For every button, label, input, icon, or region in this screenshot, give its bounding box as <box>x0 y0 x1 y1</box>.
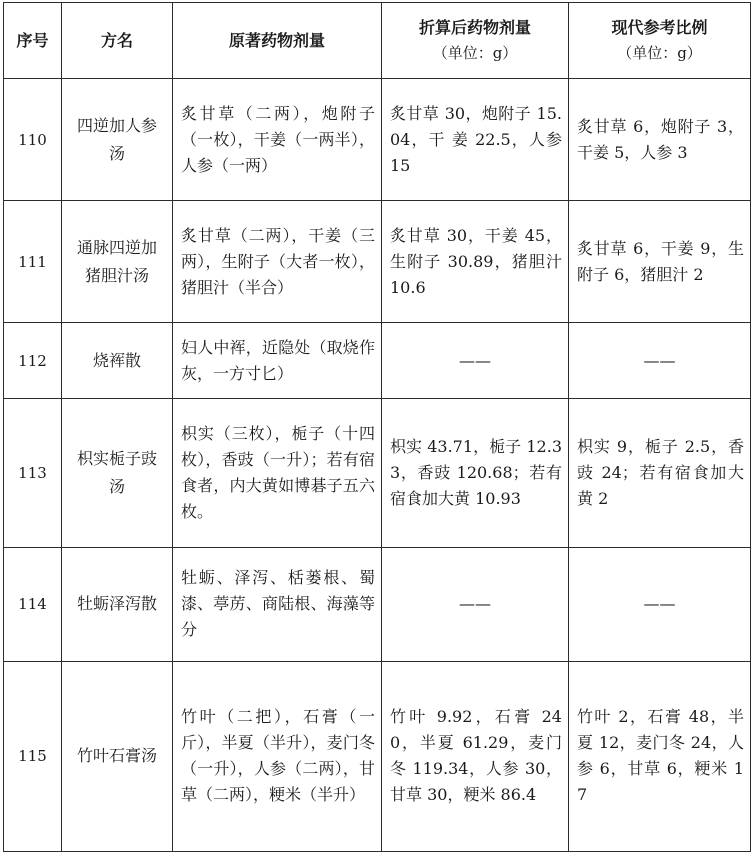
formula-dosage-table <box>3 2 751 852</box>
row-index: 110 <box>4 79 62 201</box>
row-converted-dosage: 枳实 43.71，栀子 12.33，香豉 120.68；若有宿食加大黄 10.93 <box>382 399 569 547</box>
formula-name-text: 竹叶石膏汤 <box>76 746 157 766</box>
row-index: 114 <box>4 547 62 661</box>
header-modern-unit: （单位：g） <box>617 43 702 62</box>
row-index: 113 <box>4 399 62 547</box>
row-original-dosage: 竹叶（二把），石膏（一斤），半夏（半升），麦门冬（一升），人参（二两），甘草（二两），粳米（半升） <box>173 661 382 851</box>
header-row <box>4 3 751 79</box>
row-original-dosage: 妇人中裈，近隐处（取烧作灰，一方寸匕） <box>173 323 382 399</box>
table-row <box>4 323 751 399</box>
formula-name-text: 枳实栀子豉汤 <box>76 449 157 496</box>
row-formula-name <box>62 323 173 399</box>
table-row <box>4 661 751 851</box>
header-converted-unit: （单位：g） <box>432 43 518 62</box>
row-original-dosage: 枳实（三枚），栀子（十四枚），香豉（一升）；若有宿食者，内大黄如博碁子五六枚。 <box>173 399 382 547</box>
row-formula-name <box>62 79 173 201</box>
row-original-dosage: 炙甘草（二两），炮附子（一枚），干姜（一两半），人参（一两） <box>173 79 382 201</box>
formula-name-text: 烧裈散 <box>92 350 141 370</box>
formula-name-text: 四逆加人参汤 <box>76 115 157 163</box>
header-converted-dosage <box>382 3 569 79</box>
row-formula-name <box>62 547 173 661</box>
formula-name-text: 通脉四逆加猪胆汁汤 <box>76 237 157 285</box>
row-converted-dosage: 竹叶 9.92，石膏 240，半夏 61.29，麦门冬 119.34，人参 30，甘草 30，粳米 86.4 <box>382 661 569 851</box>
row-index: 112 <box>4 323 62 399</box>
row-converted-dosage: 炙甘草 30，干姜 45，生附子 30.89，猪胆汁 10.6 <box>382 201 569 323</box>
row-converted-dosage: —— <box>382 547 569 661</box>
row-modern-ratio: 枳实 9，栀子 2.5，香豉 24；若有宿食加大黄 2 <box>569 399 751 547</box>
row-converted-dosage: 炙甘草 30，炮附子 15.04，干 姜 22.5，人参 15 <box>382 79 569 201</box>
row-modern-ratio: —— <box>569 323 751 399</box>
header-formula-name: 方名 <box>62 3 173 79</box>
row-modern-ratio: —— <box>569 547 751 661</box>
row-formula-name <box>62 201 173 323</box>
row-modern-ratio: 竹叶 2，石膏 48，半夏 12，麦门冬 24，人参 6，甘草 6，粳米 17 <box>569 661 751 851</box>
header-modern-label: 现代参考比例 <box>611 17 708 37</box>
row-original-dosage: 炙甘草（二两），干姜（三两），生附子（大者一枚），猪胆汁（半合） <box>173 201 382 323</box>
header-modern-ratio <box>569 3 751 79</box>
row-original-dosage: 牡蛎、泽泻、栝蒌根、蜀漆、葶苈、商陆根、海藻等分 <box>173 547 382 661</box>
table-row <box>4 399 751 547</box>
row-formula-name <box>62 661 173 851</box>
header-original-dosage: 原著药物剂量 <box>173 3 382 79</box>
row-index: 111 <box>4 201 62 323</box>
header-converted-label: 折算后药物剂量 <box>418 17 531 37</box>
row-formula-name <box>62 399 173 547</box>
header-index: 序号 <box>4 3 62 79</box>
row-index: 115 <box>4 661 62 851</box>
row-modern-ratio: 炙甘草 6，炮附子 3，干姜 5，人参 3 <box>569 79 751 201</box>
table-row <box>4 547 751 661</box>
row-converted-dosage: —— <box>382 323 569 399</box>
table-row <box>4 79 751 201</box>
formula-name-text: 牡蛎泽泻散 <box>76 594 157 614</box>
table-row <box>4 201 751 323</box>
row-modern-ratio: 炙甘草 6，干姜 9，生附子 6，猪胆汁 2 <box>569 201 751 323</box>
